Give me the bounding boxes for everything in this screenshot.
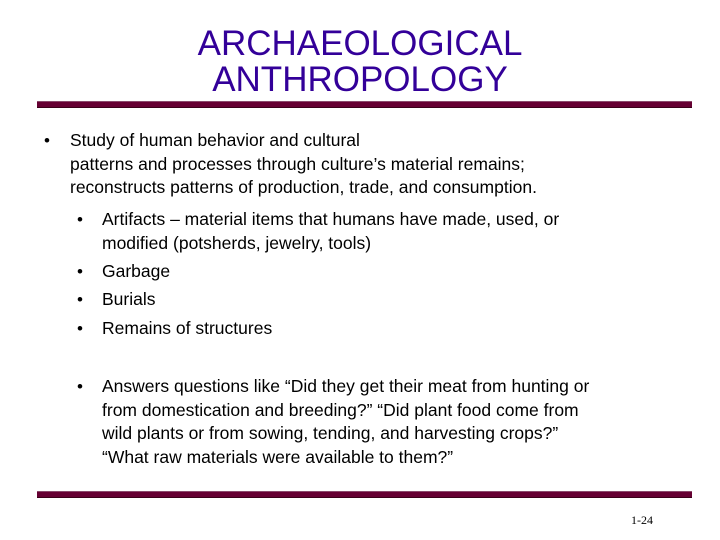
bullet-dot-icon: •	[77, 262, 83, 281]
sub-bullet-structures	[77, 317, 662, 341]
main-bullet-line-1: Study of human behavior and cultural	[70, 130, 360, 150]
bullet-dot-icon: •	[44, 131, 50, 150]
sub-bullet-artifacts	[77, 208, 662, 255]
bullet-dot-icon: •	[77, 377, 83, 396]
sub-bullet-line: from domestication and breeding?” “Did plant food come from	[102, 399, 579, 420]
sub-bullet-line: modified (potsherds, jewelry, tools)	[102, 232, 372, 253]
sub-bullet-line: “What raw materials were available to them?”	[102, 446, 454, 467]
main-bullet-line-2: patterns and processes through culture’s material remains;	[70, 153, 525, 174]
main-bullet	[44, 129, 630, 200]
sub-bullet-line: Answers questions like “Did they get their meat from hunting or	[102, 376, 590, 396]
sub-bullet-burials	[77, 288, 662, 312]
sub-bullet-questions	[77, 375, 662, 469]
sub-bullet-line: Burials	[102, 289, 156, 309]
bullet-dot-icon: •	[77, 210, 83, 229]
bullet-dot-icon: •	[77, 319, 83, 338]
sub-bullet-line: Remains of structures	[102, 318, 273, 338]
bullet-dot-icon: •	[77, 290, 83, 309]
title-line-2: ANTHROPOLOGY	[212, 60, 508, 99]
main-bullet-line-3: reconstructs patterns of production, trade, and consumption.	[70, 177, 537, 197]
sub-bullet-line: Garbage	[102, 261, 171, 281]
slide-number: 1-24	[631, 513, 653, 527]
sub-bullet-garbage	[77, 260, 662, 284]
bottom-divider	[37, 491, 692, 498]
title-line-1: ARCHAEOLOGICAL	[197, 24, 523, 63]
sub-bullet-line: Artifacts – material items that humans have made, used, or	[102, 209, 560, 229]
sub-bullet-line: wild plants or from sowing, tending, and harvesting crops?”	[102, 423, 559, 443]
